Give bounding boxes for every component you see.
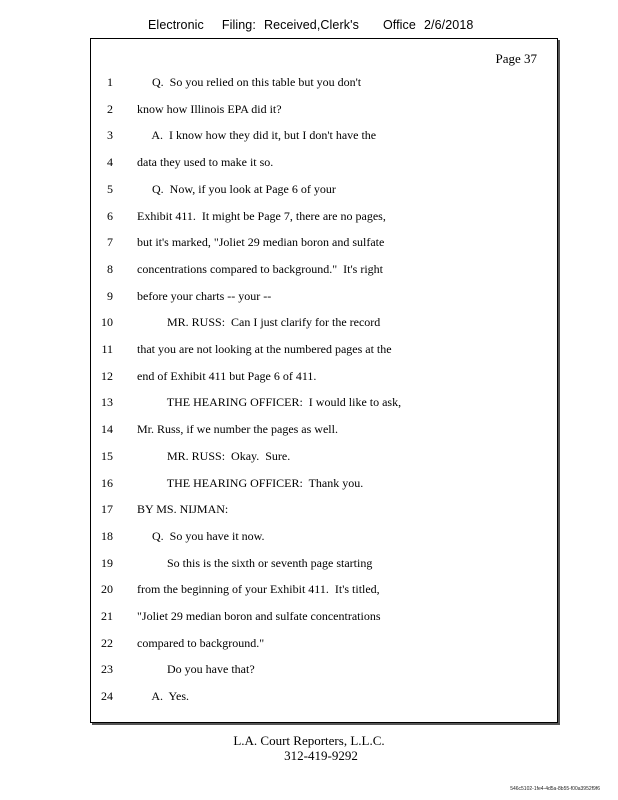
header-word-filing: Filing:: [221, 18, 256, 32]
line-number: 9: [107, 288, 113, 303]
line-text: from the beginning of your Exhibit 411. It's titled,: [137, 582, 380, 597]
line-number: 7: [107, 235, 113, 250]
document-id: 546c5102-1fe4-4d5a-8b55-f00a3952f9f6: [510, 786, 600, 792]
transcript-line: [91, 633, 557, 653]
line-text: compared to background.": [137, 635, 265, 650]
line-text: that you are not looking at the numbered pages at the: [137, 342, 392, 356]
header-word-electronic: Electronic: [148, 18, 204, 32]
transcript-line: [91, 152, 557, 172]
transcript-line: [91, 473, 557, 493]
line-text: Q. So you relied on this table but you don't: [137, 75, 362, 89]
transcript-line: [91, 579, 557, 599]
transcript-line: [91, 659, 557, 679]
line-number: 15: [101, 448, 113, 463]
line-number: 24: [101, 689, 113, 704]
line-text: before your charts -- your --: [137, 288, 272, 303]
transcript-line: [91, 312, 557, 332]
transcript-line: [91, 526, 557, 546]
line-number: 11: [101, 342, 113, 356]
header-word-received: Received,Clerk's: [263, 18, 359, 32]
line-text: Q. Now, if you look at Page 6 of your: [137, 181, 336, 196]
line-text: THE HEARING OFFICER: I would like to ask,: [137, 395, 402, 410]
line-number: 17: [101, 502, 113, 517]
transcript-line: [91, 72, 557, 92]
line-number: 19: [101, 555, 113, 570]
transcript-line: [91, 392, 557, 412]
transcript-line: [91, 686, 557, 706]
line-number: 13: [101, 395, 113, 410]
transcript-line: [91, 366, 557, 386]
line-number: 12: [101, 368, 113, 383]
transcript-line: [91, 553, 557, 573]
line-text: THE HEARING OFFICER: Thank you.: [137, 475, 364, 490]
line-text: "Joliet 29 median boron and sulfate concentrations: [137, 609, 381, 623]
line-text: Exhibit 411. It might be Page 7, there are no pages,: [137, 208, 386, 223]
line-text: know how Illinois EPA did it?: [137, 101, 282, 116]
line-text: So this is the sixth or seventh page starting: [137, 555, 373, 570]
page-number: Page 37: [495, 51, 537, 66]
line-number: 16: [101, 475, 113, 490]
line-number: 2: [107, 101, 113, 116]
line-number: 10: [101, 315, 113, 330]
line-text: but it's marked, "Joliet 29 median boron and sulfate: [137, 235, 385, 250]
line-text: MR. RUSS: Can I just clarify for the record: [137, 315, 381, 330]
transcript-line: [91, 446, 557, 466]
filing-stamp-header: [148, 18, 474, 32]
line-number: 23: [101, 662, 113, 677]
line-text: Do you have that?: [137, 662, 255, 677]
transcript-line: [91, 259, 557, 279]
line-number: 14: [101, 422, 113, 437]
transcript-line: [91, 286, 557, 306]
transcript-line: [91, 179, 557, 199]
line-text: concentrations compared to background." It's right: [137, 261, 383, 276]
footer-phone: 312-419-9292: [284, 748, 358, 763]
line-text: A. I know how they did it, but I don't have the: [137, 128, 377, 143]
transcript-line: [91, 419, 557, 439]
transcript-line: [91, 339, 557, 359]
transcript-page: [90, 38, 558, 723]
transcript-line: [91, 499, 557, 519]
header-word-office: Office: [382, 18, 416, 32]
transcript-line: [91, 606, 557, 626]
line-text: data they used to make it so.: [137, 155, 274, 170]
transcript-line: [91, 125, 557, 145]
line-number: 1: [107, 75, 113, 89]
line-number: 3: [107, 128, 113, 143]
line-number: 5: [107, 181, 113, 196]
line-number: 22: [101, 635, 113, 650]
line-text: BY MS. NIJMAN:: [137, 502, 229, 517]
transcript-line: [91, 232, 557, 252]
line-text: end of Exhibit 411 but Page 6 of 411.: [137, 368, 317, 383]
footer-company: L.A. Court Reporters, L.L.C.: [233, 733, 385, 748]
line-number: 20: [101, 582, 113, 597]
line-number: 18: [101, 528, 113, 543]
line-text: Q. So you have it now.: [137, 528, 265, 543]
header-date: 2/6/2018: [423, 18, 474, 32]
transcript-line: [91, 206, 557, 226]
line-number: 4: [107, 155, 113, 170]
line-text: Mr. Russ, if we number the pages as well.: [137, 422, 338, 437]
transcript-line: [91, 99, 557, 119]
line-number: 8: [107, 261, 113, 276]
footer: [0, 733, 618, 763]
line-number: 6: [107, 208, 113, 223]
line-number: 21: [101, 609, 113, 623]
line-text: A. Yes.: [137, 689, 190, 704]
line-text: MR. RUSS: Okay. Sure.: [137, 448, 291, 463]
